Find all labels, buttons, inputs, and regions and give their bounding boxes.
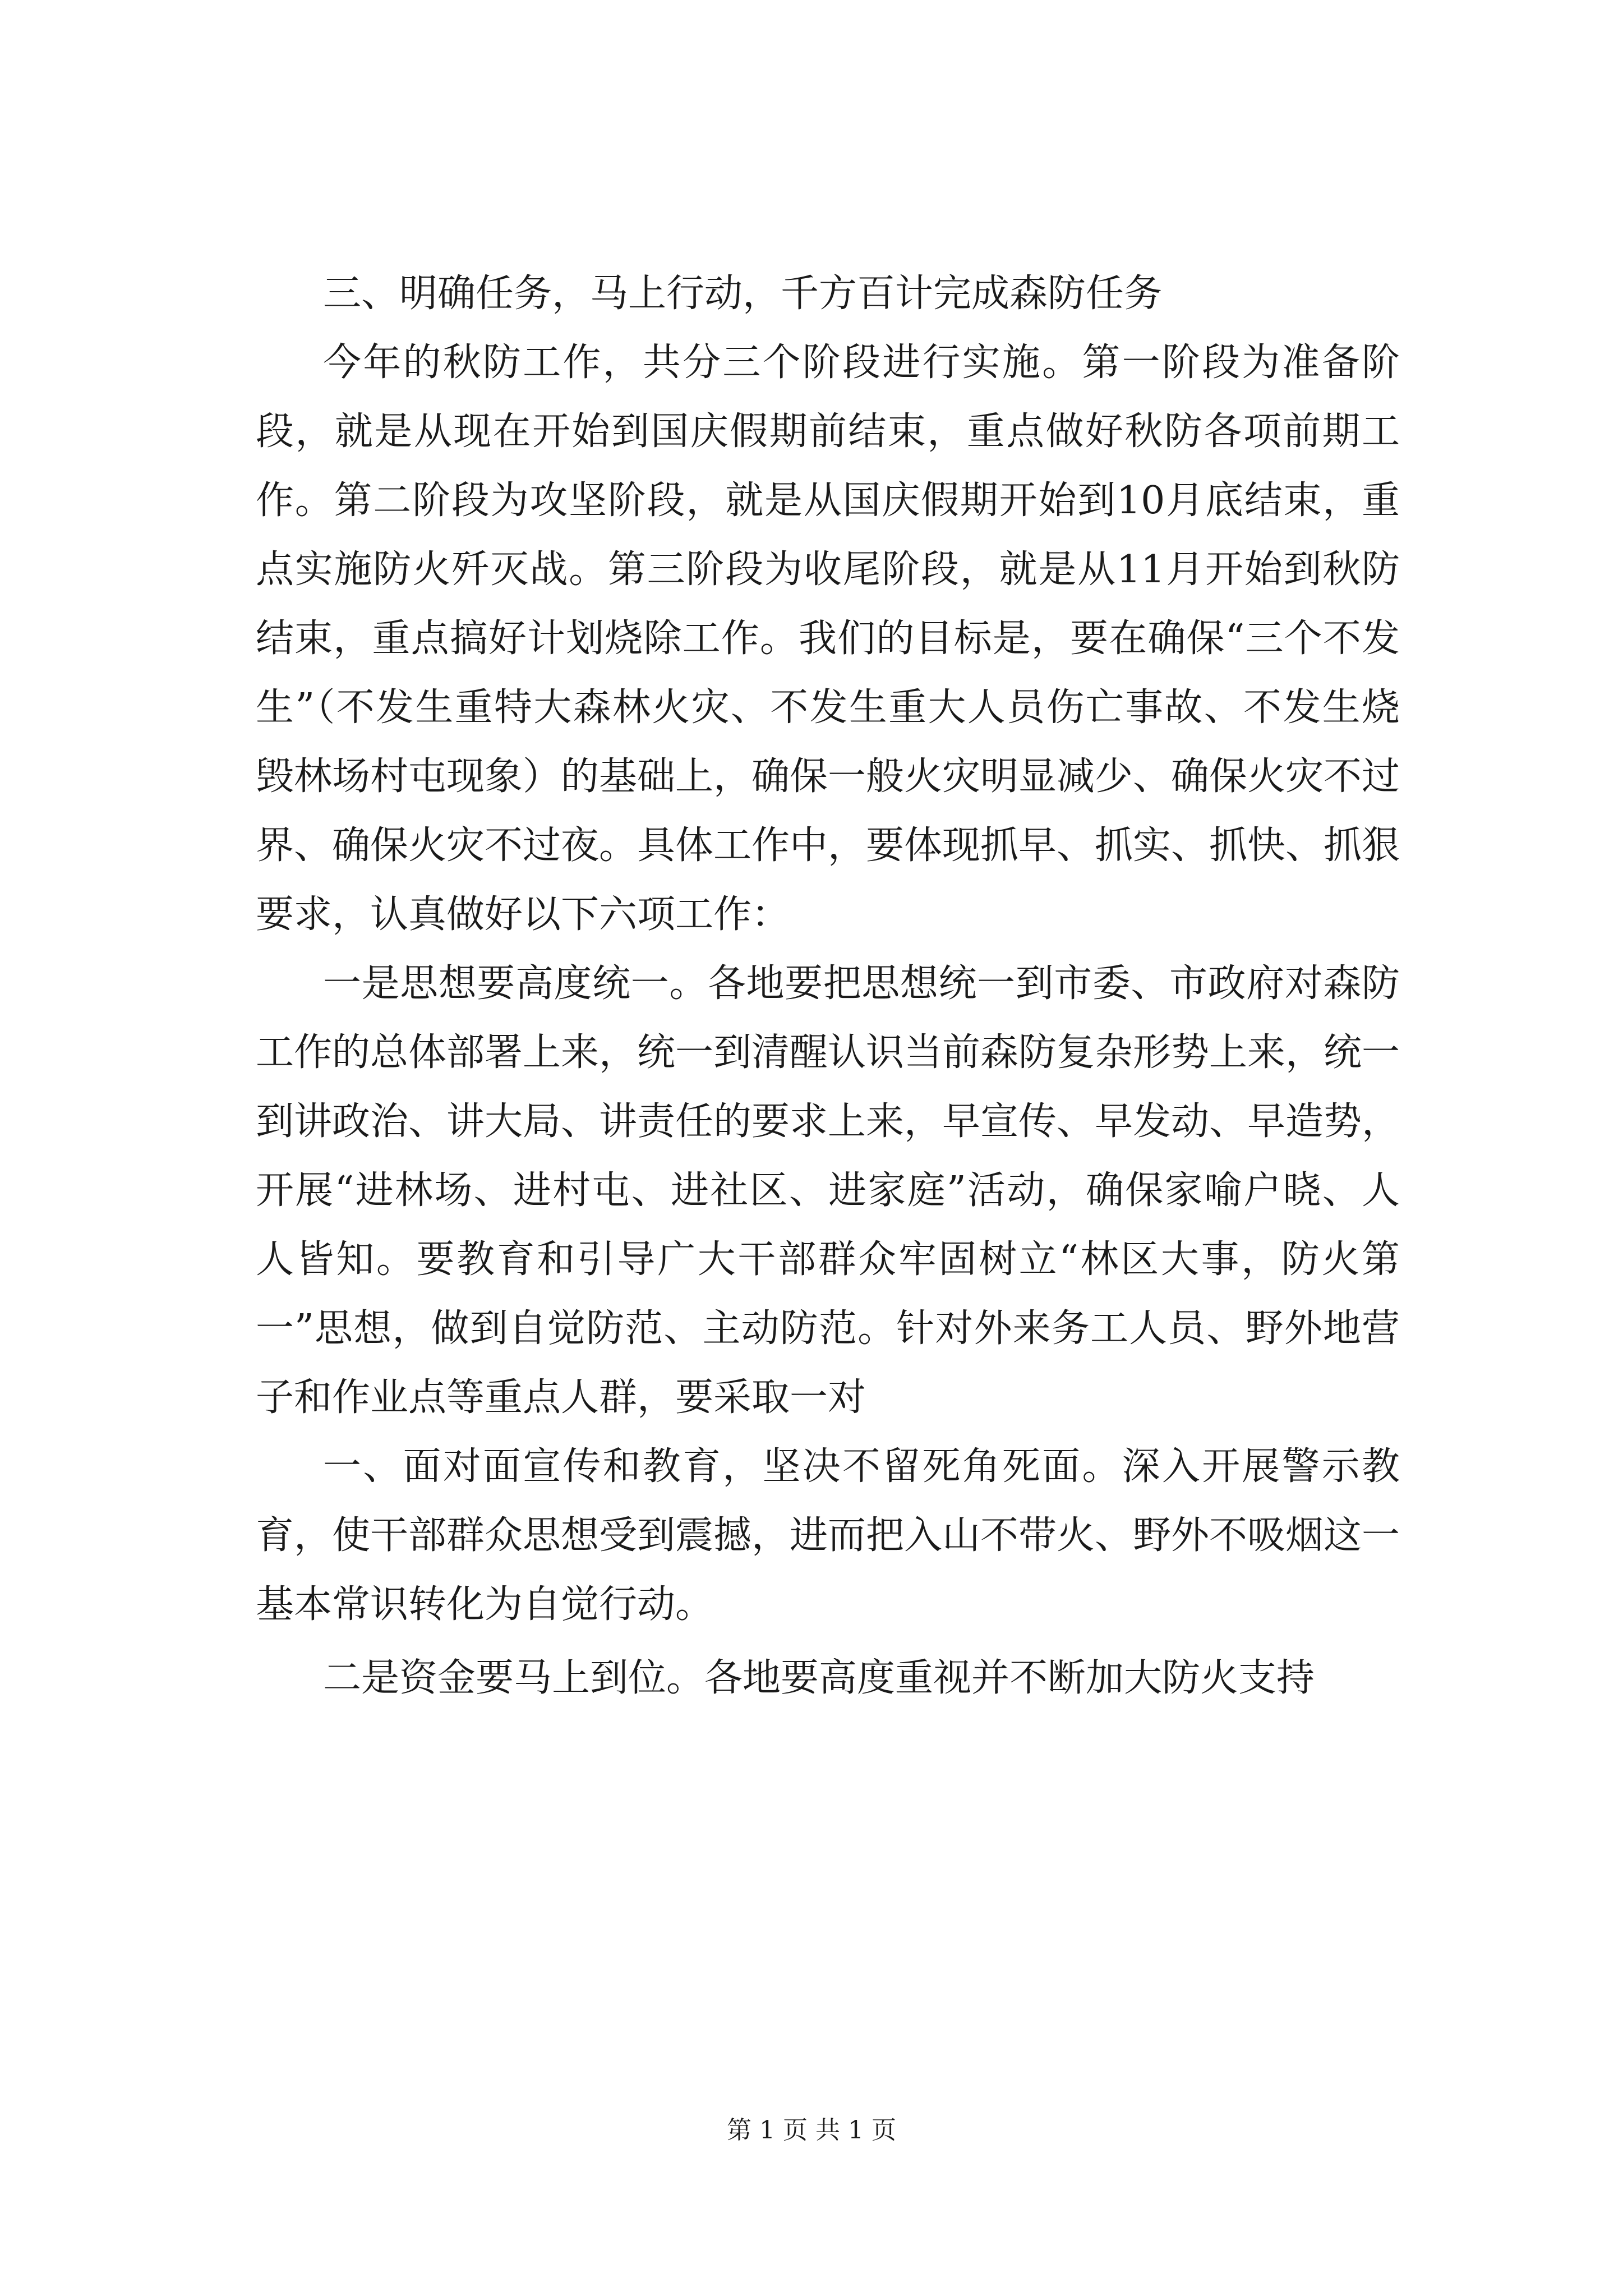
section-heading: 三、明确任务，马上行动，千方百计完成森防任务 — [323, 272, 1163, 316]
paragraph-ideology: 一是思想要高度统一。各地要把思想统一到市委、市政府对森防工作的总体部署上来，统一到清醒认识当前森防复杂形势上来，统一到讲政治、讲大局、讲责任的要求上来，早宣传、早发动、早造势，开展“进林场、进村屯、进社区、进家庭”活动，确保家喻户晓、人人皆知。要教育和引导广大干部群众牢固树立“林区大事，防火第一”思想，做到自觉防范、主动防范。针对外来务工人员、野外地营子和作业点等重点人群，要采取一对 — [256, 961, 1400, 1420]
paragraph-education: 一、面对面宣传和教育，坚决不留死角死面。深入开展警示教育，使干部群众思想受到震撼，进而把入山不带火、野外不吸烟这一基本常识转化为自觉行动。 — [256, 1444, 1400, 1627]
document-body — [256, 259, 1400, 1713]
page-footer: 第 1 页 共 1 页 — [727, 2116, 896, 2145]
paragraph-stages: 今年的秋防工作，共分三个阶段进行实施。第一阶段为准备阶段，就是从现在开始到国庆假期前结束，重点做好秋防各项前期工作。第二阶段为攻坚阶段，就是从国庆假期开始到10月底结束，重点实施防火歼灭战。第三阶段为收尾阶段，就是从11月开始到秋防结束，重点搞好计划烧除工作。我们的目标是，要在确保“三个不发生”（不发生重特大森林火灾、不发生重大人员伤亡事故、不发生烧毁林场村屯现象）的基础上，确保一般火灾明显减少、确保火灾不过界、确保火灾不过夜。具体工作中，要体现抓早、抓实、抓快、抓狠要求，认真做好以下六项工作： — [256, 341, 1400, 937]
paragraph-funding: 二是资金要马上到位。各地要高度重视并不断加大防火支持 — [323, 1656, 1315, 1700]
